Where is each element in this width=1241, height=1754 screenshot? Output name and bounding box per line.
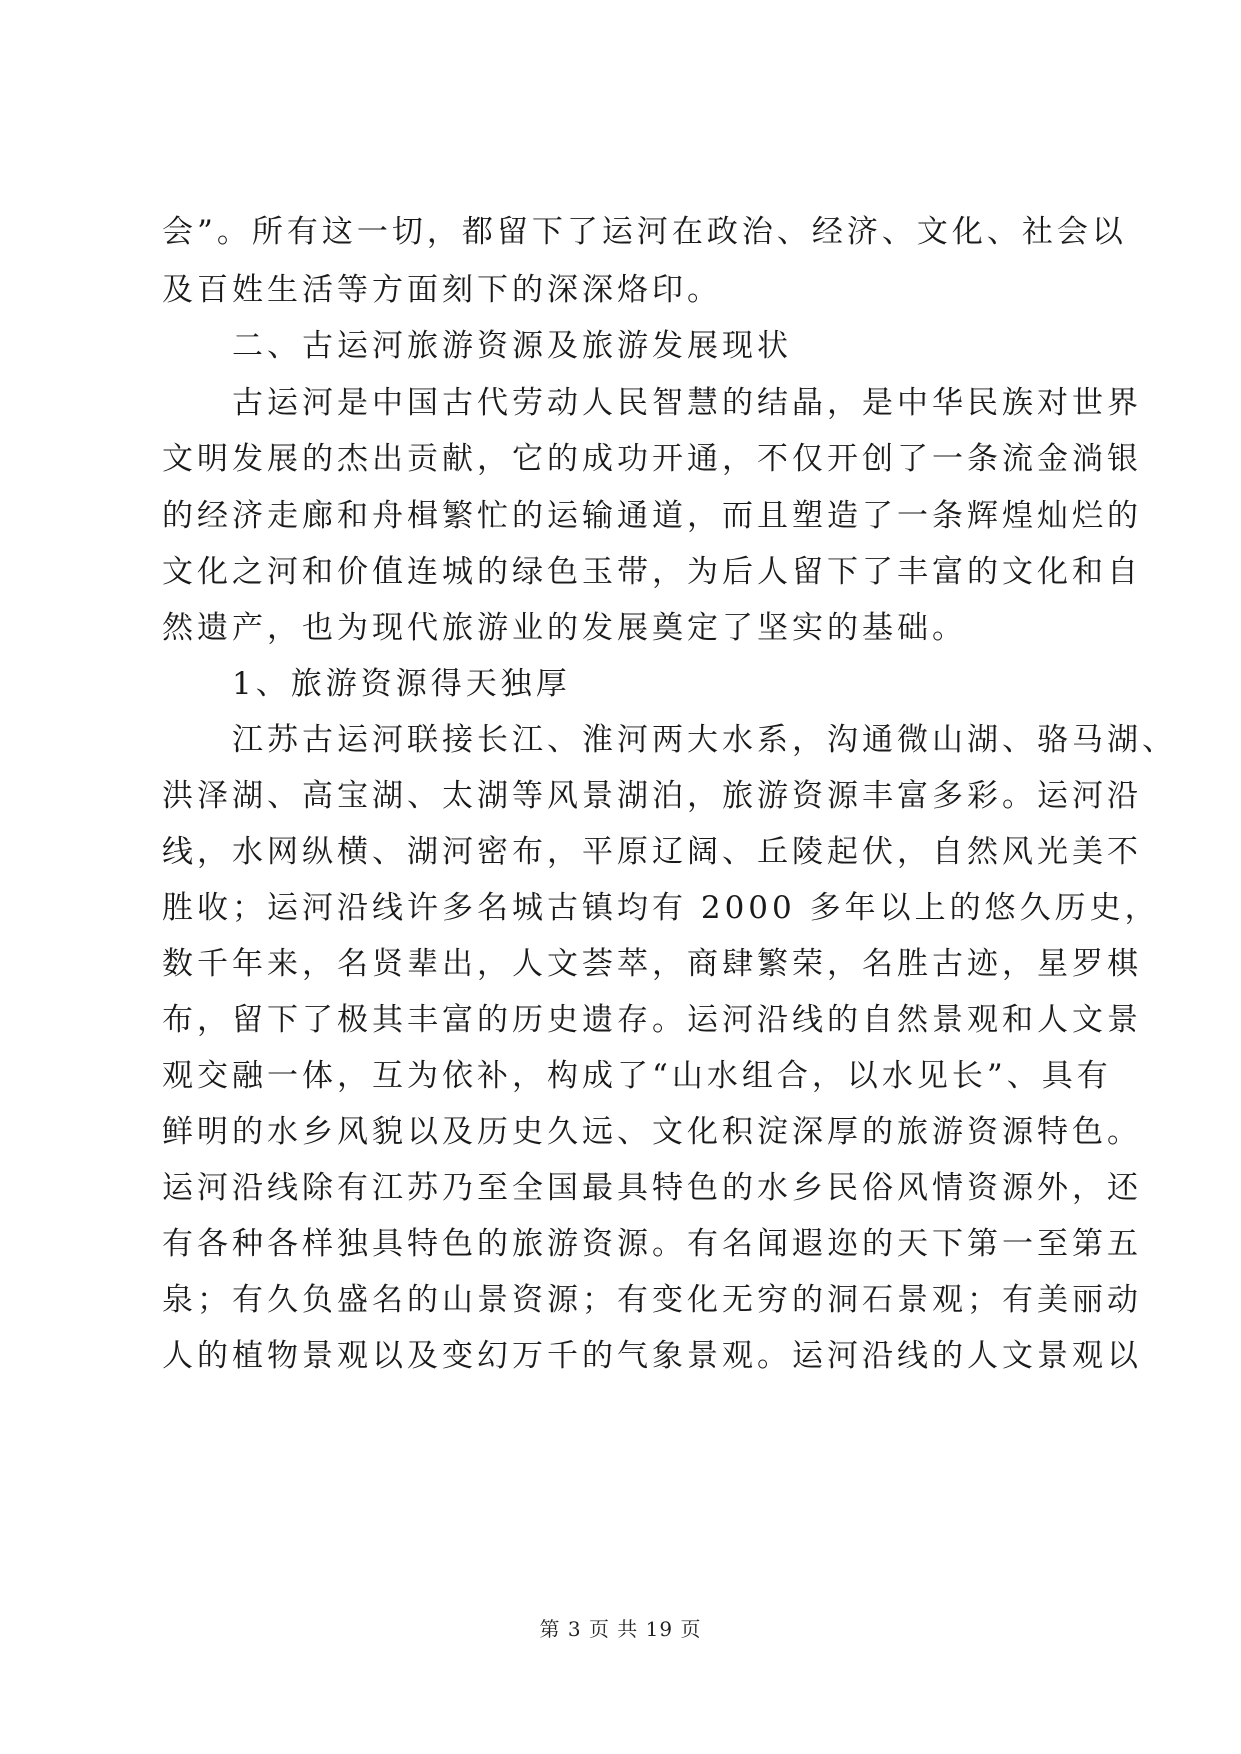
text-line: 泉；有久负盛名的山景资源；有变化无穷的洞石景观；有美丽动 xyxy=(162,1282,1142,1318)
text-line: 的经济走廊和舟楫繁忙的运输通道，而且塑造了一条辉煌灿烂的 xyxy=(162,498,1142,534)
text-line: 江苏古运河联接长江、淮河两大水系，沟通微山湖、骆马湖、 xyxy=(232,722,1177,758)
text-line: 及百姓生活等方面刻下的深深烙印。 xyxy=(162,272,722,308)
text-line: 数千年来，名贤辈出，人文荟萃，商肆繁荣，名胜古迹，星罗棋 xyxy=(162,946,1142,982)
text-line: 会”。所有这一切，都留下了运河在政治、经济、文化、社会以 xyxy=(162,214,1127,250)
section-heading: 二、古运河旅游资源及旅游发展现状 xyxy=(232,328,792,364)
text-line: 布，留下了极其丰富的历史遗存。运河沿线的自然景观和人文景 xyxy=(162,1002,1142,1038)
text-line: 文化之河和价值连城的绿色玉带，为后人留下了丰富的文化和自 xyxy=(162,554,1142,590)
text-line: 人的植物景观以及变幻万千的气象景观。运河沿线的人文景观以 xyxy=(162,1338,1142,1374)
subsection-heading: 1、旅游资源得天独厚 xyxy=(232,666,571,702)
text-line: 线，水网纵横、湖河密布，平原辽阔、丘陵起伏，自然风光美不 xyxy=(162,834,1142,870)
text-line: 观交融一体，互为依补，构成了“山水组合，以水见长”、具有 xyxy=(162,1058,1112,1094)
text-line: 运河沿线除有江苏乃至全国最具特色的水乡民俗风情资源外，还 xyxy=(162,1170,1142,1206)
text-line: 胜收；运河沿线许多名城古镇均有 2000 多年以上的悠久历史， xyxy=(162,890,1160,926)
text-line: 古运河是中国古代劳动人民智慧的结晶，是中华民族对世界 xyxy=(232,385,1142,421)
page-number-footer: 第 3 页 共 19 页 xyxy=(539,1617,702,1641)
text-line: 然遗产，也为现代旅游业的发展奠定了坚实的基础。 xyxy=(162,610,967,646)
text-line: 有各种各样独具特色的旅游资源。有名闻遐迩的天下第一至第五 xyxy=(162,1226,1142,1262)
text-line: 洪泽湖、高宝湖、太湖等风景湖泊，旅游资源丰富多彩。运河沿 xyxy=(162,778,1142,814)
text-line: 鲜明的水乡风貌以及历史久远、文化积淀深厚的旅游资源特色。 xyxy=(162,1114,1142,1150)
text-line: 文明发展的杰出贡献，它的成功开通，不仅开创了一条流金淌银 xyxy=(162,441,1142,477)
